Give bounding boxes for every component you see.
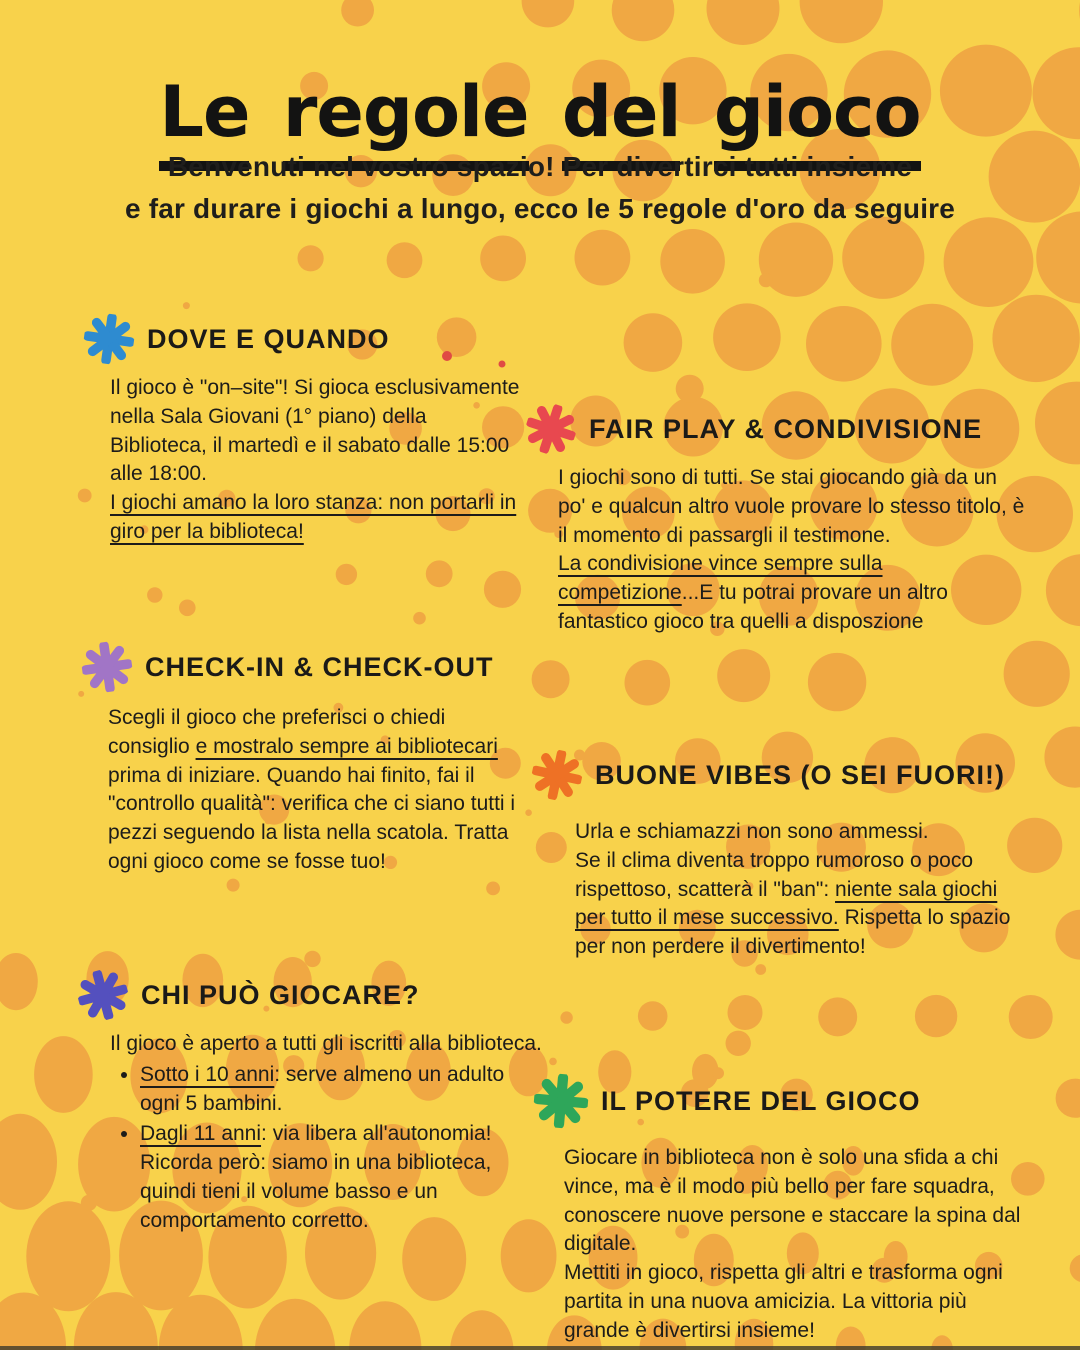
bullet-item: • Dagli 11 anni: via libera all'autonomia! Ricorda però: siamo in una biblioteca, quindi tieni il volume basso e un comportamento corretto. [140, 1120, 542, 1235]
section-header [78, 970, 542, 1020]
section-fair-play-condivisione [526, 404, 1026, 637]
section-title: FAIR PLAY & CONDIVISIONE [589, 413, 983, 444]
section-il-potere-del-gioco [534, 1074, 1026, 1345]
section-body: Urla e schiamazzi non sono ammessi. Se il clima diventa troppo rumoroso o poco rispettoso, scatterà il "ban": niente sala giochi per tutto il mese successivo. Rispetta lo spazio per non perdere il divertimento! [575, 820, 1011, 959]
poster-title: Le regole del gioco [0, 71, 1080, 153]
bullet-item: • Sotto i 10 anni: serve almeno un adulto ogni 5 bambini. [140, 1061, 542, 1119]
section-title: BUONE VIBES (O SEI FUORI!) [595, 759, 1006, 790]
subtitle-line-2: e far durare i giochi a lungo, ecco le 5 regole d'oro da seguire [124, 193, 956, 224]
bottom-edge-shadow [0, 1346, 1080, 1350]
asterisk-icon [532, 1072, 591, 1131]
asterisk-icon [79, 639, 135, 695]
section-title: DOVE E QUANDO [147, 323, 390, 354]
section-chi-puo-giocare [78, 970, 542, 1237]
section-title: IL POTERE DEL GIOCO [601, 1085, 921, 1116]
section-buone-vibes [532, 750, 1028, 962]
section-header [84, 314, 520, 364]
bullet-list [110, 1061, 542, 1236]
asterisk-icon [81, 311, 137, 367]
section-body: Il gioco è "on–site"! Si gioca esclusivamente nella Sala Giovani (1° piano) della Biblioteca, il martedì e il sabato dalle 15:00 alle 18:00. I giochi amano la loro stanza: non portarli in giro per la biblioteca! [110, 376, 520, 543]
section-intro: Il gioco è aperto a tutti gli iscritti alla biblioteca. [110, 1032, 542, 1055]
asterisk-icon [527, 745, 586, 804]
section-body: Scegli il gioco che preferisci o chiedi consiglio e mostralo sempre ai bibliotecari prima di iniziare. Quando hai finito, fai il "controllo qualità": verifica che ci siano tutti i pezzi seguendo la lista nella scatola. Tratta ogni gioco come se fosse tuo! [108, 706, 516, 873]
section-header [526, 404, 1026, 454]
section-dove-e-quando [84, 314, 520, 547]
section-header [532, 750, 1028, 800]
section-check-in-check-out [82, 642, 526, 877]
asterisk-icon [72, 964, 133, 1025]
section-body: I giochi sono di tutti. Se stai giocando già da un po' e qualcun altro vuole provare lo stesso titolo, è il momento di passargli il testimone. La condivisione vince sempre sulla competizione...E tu potrai provare un altro fantastico gioco tra quelli a disposzione [558, 466, 1025, 633]
section-title: CHECK-IN & CHECK-OUT [145, 651, 494, 682]
asterisk-icon [519, 397, 582, 460]
subtitle-line-1: Benvenuti nel vostro spazio! Per divertirci tutti insieme [167, 151, 913, 182]
section-body [78, 1030, 542, 1235]
section-title: CHI PUÒ GIOCARE? [141, 979, 420, 1010]
section-header [82, 642, 526, 692]
section-header [534, 1074, 1026, 1128]
poster-subtitle [0, 146, 1080, 230]
section-body: Giocare in biblioteca non è solo una sfida a chi vince, ma è il modo più bello per fare squadra, conoscere nuove persone e staccare la spina dal digitale. Mettiti in gioco, rispetta gli altri e trasforma ogni partita in una nuova amicizia. La vittoria più grande è divertirsi insieme! [564, 1146, 1021, 1342]
